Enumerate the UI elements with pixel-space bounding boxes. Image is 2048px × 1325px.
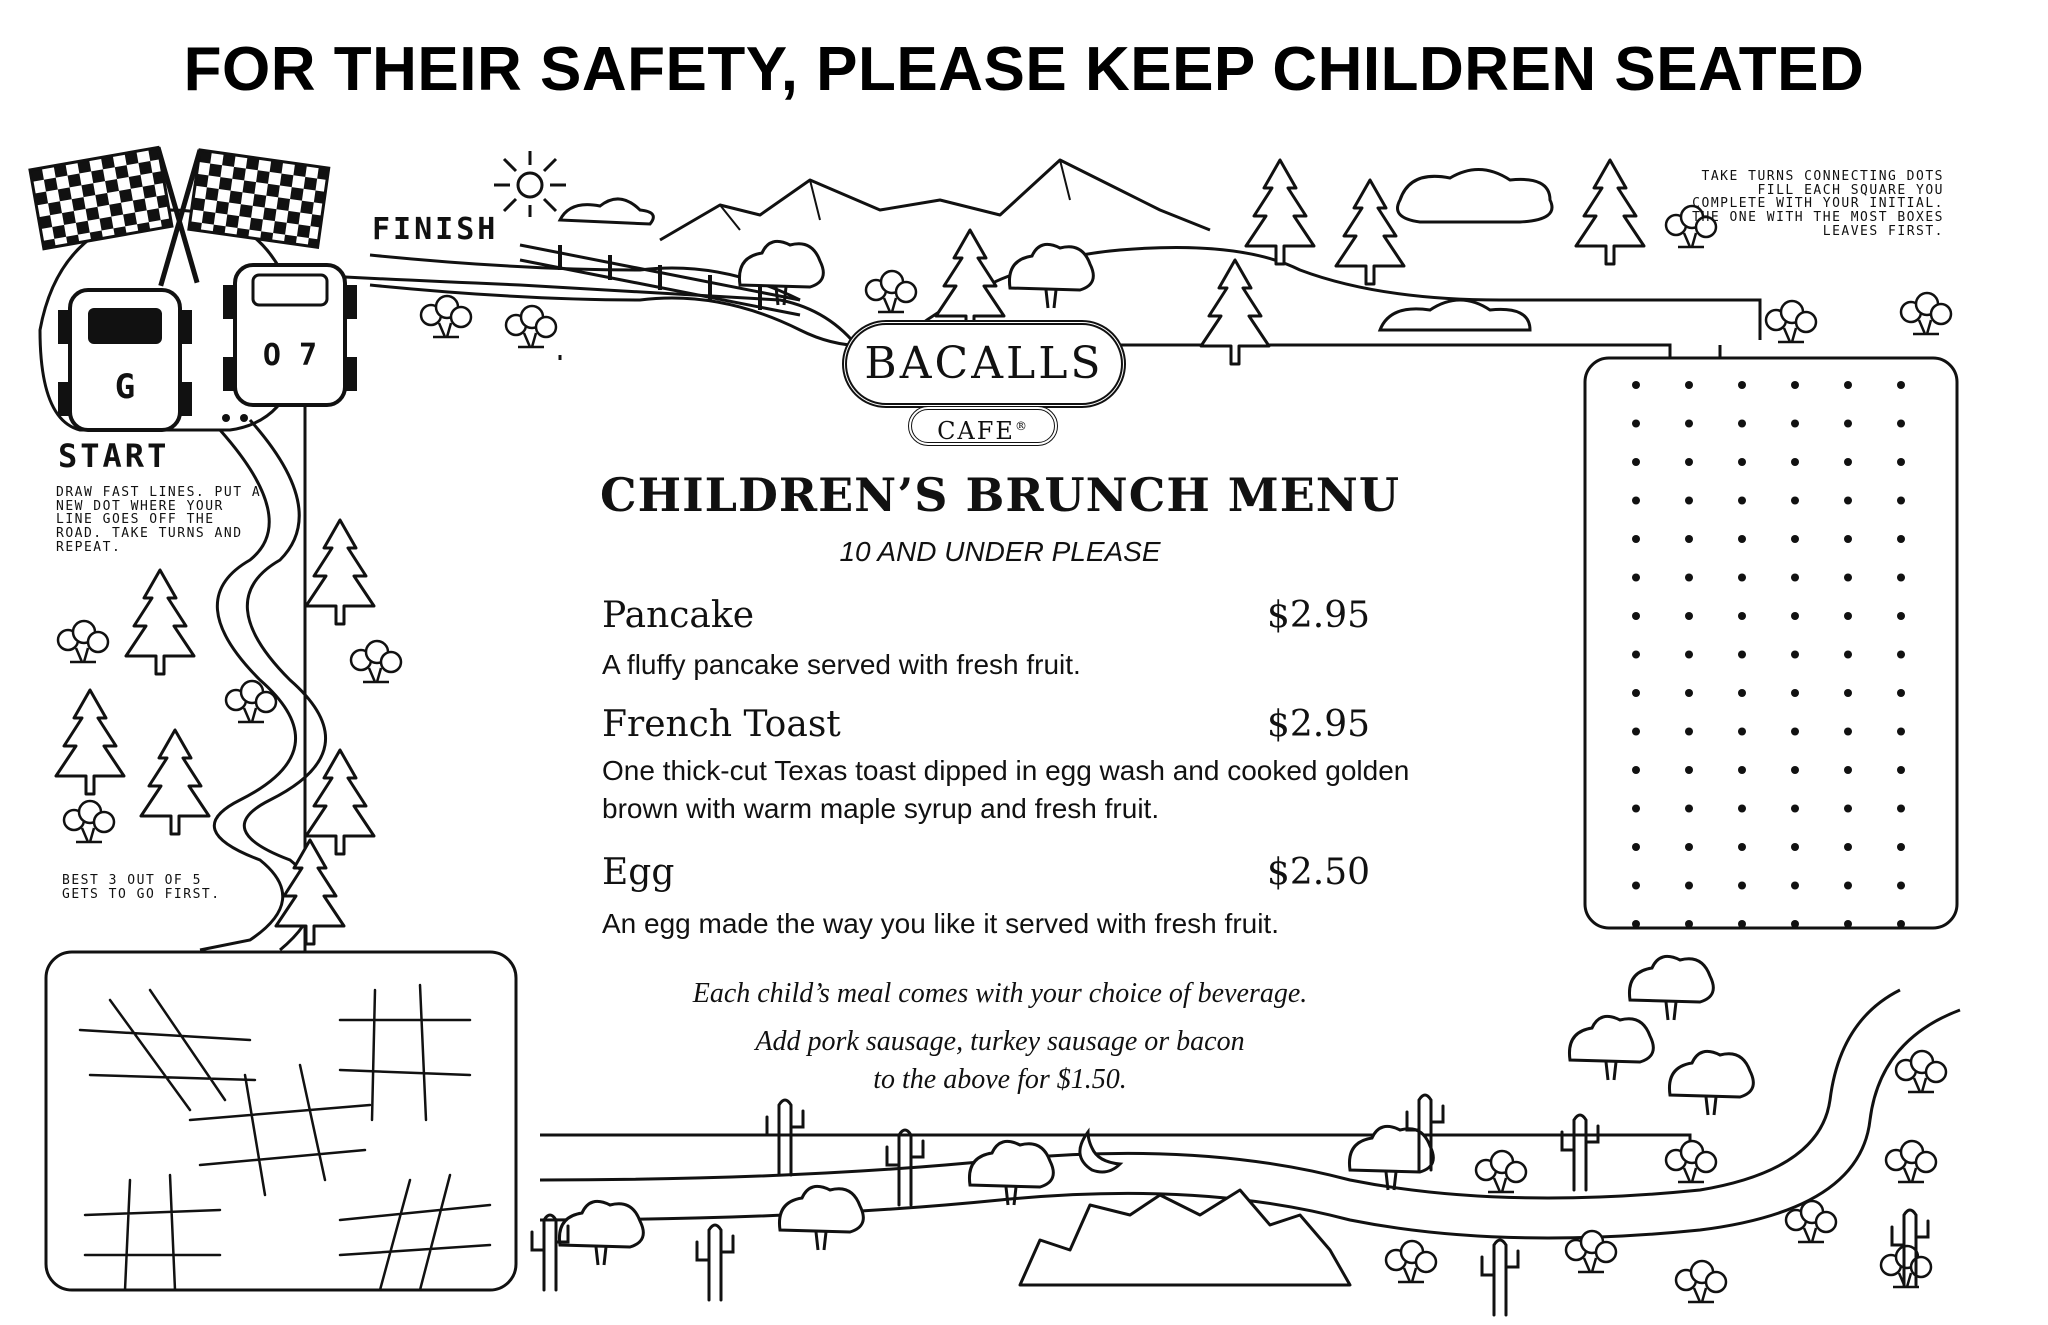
game-dot xyxy=(1844,651,1852,659)
game-dot xyxy=(1791,728,1799,736)
game-dot xyxy=(1685,920,1693,928)
game-dot xyxy=(1844,689,1852,697)
game-dot xyxy=(1685,843,1693,851)
game-dot xyxy=(1685,728,1693,736)
game-dot xyxy=(1791,458,1799,466)
game-dot xyxy=(1632,882,1640,890)
menu-item-description: One thick-cut Texas toast dipped in egg wash and cooked golden brown with warm maple syrup and fresh fruit. xyxy=(602,755,1410,824)
game-dot xyxy=(1897,381,1905,389)
game-dot xyxy=(1897,766,1905,774)
game-dot xyxy=(1632,420,1640,428)
game-dot xyxy=(1791,843,1799,851)
game-dot xyxy=(1791,574,1799,582)
game-dot xyxy=(1738,535,1746,543)
game-dot xyxy=(1632,766,1640,774)
game-dot xyxy=(1685,420,1693,428)
game-dot xyxy=(1632,805,1640,813)
game-dot xyxy=(1685,497,1693,505)
game-dot xyxy=(1844,420,1852,428)
game-dot xyxy=(1897,497,1905,505)
registered-mark: ® xyxy=(1014,419,1029,433)
game-dot xyxy=(1791,497,1799,505)
game-dot xyxy=(1791,920,1799,928)
game-dot xyxy=(1791,420,1799,428)
game-dot xyxy=(1738,381,1746,389)
safety-headline: FOR THEIR SAFETY, PLEASE KEEP CHILDREN SEATED xyxy=(183,35,1865,104)
game-dot xyxy=(1632,728,1640,736)
game-dot xyxy=(1685,381,1693,389)
game-dot xyxy=(1897,458,1905,466)
bacalls-cafe-logo xyxy=(842,320,1126,448)
game-dot xyxy=(1632,651,1640,659)
game-dot xyxy=(1632,574,1640,582)
game-dot xyxy=(1738,651,1746,659)
addon-note-line-2: to the above for $1.50. xyxy=(873,1064,1127,1095)
game-dot xyxy=(1897,920,1905,928)
game-dot xyxy=(1791,882,1799,890)
game-dot xyxy=(1738,420,1746,428)
game-dot xyxy=(1632,458,1640,466)
game-dot xyxy=(1738,689,1746,697)
game-dot xyxy=(1685,535,1693,543)
game-dot xyxy=(1844,882,1852,890)
menu-item-name: French Toast xyxy=(602,704,841,745)
game-dot xyxy=(1897,805,1905,813)
game-dot xyxy=(1632,843,1640,851)
game-dot xyxy=(1844,574,1852,582)
game-dot xyxy=(1897,728,1905,736)
game-dot xyxy=(1738,766,1746,774)
addon-note-line-1: Add pork sausage, turkey sausage or bacon xyxy=(755,1026,1245,1057)
game-dot xyxy=(1685,651,1693,659)
game-dot xyxy=(1844,805,1852,813)
game-dot xyxy=(1685,766,1693,774)
game-dot xyxy=(1791,381,1799,389)
game-dot xyxy=(1738,805,1746,813)
game-dot xyxy=(1897,689,1905,697)
game-dot xyxy=(1897,612,1905,620)
game-dot xyxy=(1897,651,1905,659)
game-dot xyxy=(1685,689,1693,697)
game-dot xyxy=(1791,805,1799,813)
game-dot xyxy=(1791,689,1799,697)
menu-item-price: $2.50 xyxy=(1266,852,1370,893)
game-dot xyxy=(1897,535,1905,543)
game-dot xyxy=(1844,381,1852,389)
game-dot xyxy=(1844,728,1852,736)
menu-item-description: An egg made the way you like it served with fresh fruit. xyxy=(602,908,1279,939)
menu-subtitle: 10 AND UNDER PLEASE xyxy=(839,536,1161,567)
game-dot xyxy=(1897,882,1905,890)
finish-label: FINISH xyxy=(372,212,499,247)
start-label: START xyxy=(58,437,170,475)
game-dot xyxy=(1844,766,1852,774)
game-dot xyxy=(1738,574,1746,582)
game-dot xyxy=(1791,612,1799,620)
menu-item-price: $2.95 xyxy=(1266,595,1370,636)
game-dot xyxy=(1685,458,1693,466)
game-dot xyxy=(1791,766,1799,774)
game-dot xyxy=(1738,882,1746,890)
game-dot xyxy=(1685,574,1693,582)
menu-item-price: $2.95 xyxy=(1266,704,1370,745)
menu-item-name: Egg xyxy=(602,852,675,893)
game-dot xyxy=(1844,535,1852,543)
game-dot xyxy=(1632,612,1640,620)
menu-item-name: Pancake xyxy=(602,595,754,636)
car-number-1: G xyxy=(114,367,136,407)
game-dot xyxy=(1738,920,1746,928)
game-dot xyxy=(1685,805,1693,813)
race-instructions: DRAW FAST LINES. PUT A NEW DOT WHERE YOUR LINE GOES OFF THE ROAD. TAKE TURNS AND REPEAT. xyxy=(56,485,262,555)
logo-name: BACALLS xyxy=(842,320,1126,408)
logo-sub: CAFE® xyxy=(908,406,1058,446)
game-dot xyxy=(1844,497,1852,505)
game-dot xyxy=(1632,497,1640,505)
beverage-note: Each child’s meal comes with your choice of beverage. xyxy=(692,978,1308,1009)
game-dot xyxy=(1897,574,1905,582)
game-dot xyxy=(1738,612,1746,620)
game-dot xyxy=(1632,920,1640,928)
game-dot xyxy=(1738,497,1746,505)
game-dot xyxy=(1632,689,1640,697)
game-dot xyxy=(1897,420,1905,428)
game-dot xyxy=(1738,458,1746,466)
game-dot xyxy=(1685,612,1693,620)
game-dot xyxy=(1844,843,1852,851)
menu-title: CHILDREN’S BRUNCH MENU xyxy=(600,468,1400,522)
game-dot xyxy=(1844,458,1852,466)
car-number-2: O 7 xyxy=(262,338,318,373)
game-dot xyxy=(1685,882,1693,890)
game-dot xyxy=(1632,381,1640,389)
game-dot xyxy=(1791,651,1799,659)
game-dot xyxy=(1897,843,1905,851)
game-dot xyxy=(1632,535,1640,543)
menu-item-description: A fluffy pancake served with fresh fruit. xyxy=(602,649,1081,680)
game-dot xyxy=(1844,612,1852,620)
tic-tac-toe-instructions: BEST 3 OUT OF 5 GETS TO GO FIRST. xyxy=(62,873,221,902)
game-dot xyxy=(1844,920,1852,928)
dots-game-instructions: TAKE TURNS CONNECTING DOTS FILL EACH SQUARE YOU COMPLETE WITH YOUR INITIAL. THE ONE WITH THE MOST BOXES LEAVES FIRST. xyxy=(1692,169,1944,239)
game-dot xyxy=(1738,843,1746,851)
game-dot xyxy=(1738,728,1746,736)
game-dot xyxy=(1791,535,1799,543)
